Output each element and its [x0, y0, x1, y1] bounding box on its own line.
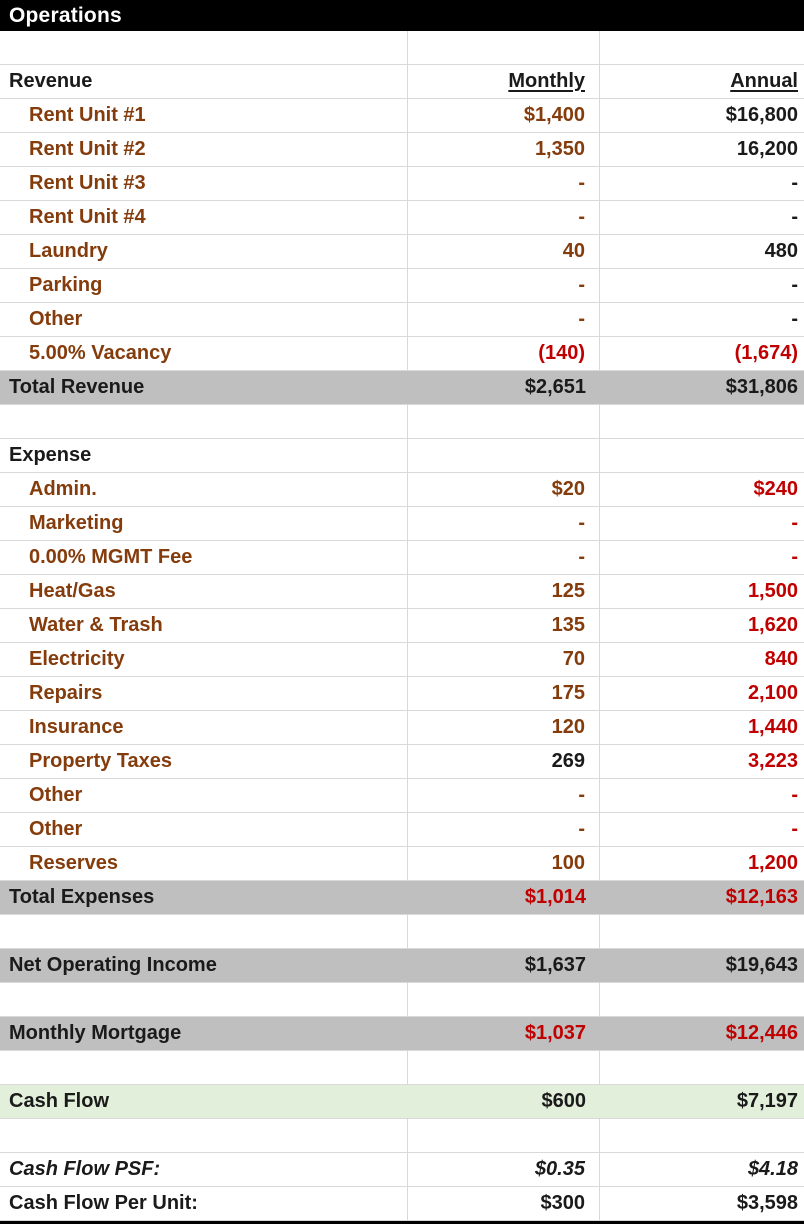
marketing-label-cell[interactable]: Marketing — [0, 507, 408, 540]
reserves-monthly-cell[interactable]: 100 — [408, 847, 600, 880]
cash-flow-per-unit-label-cell[interactable]: Cash Flow Per Unit: — [0, 1187, 408, 1220]
rent-unit-1-label-cell[interactable]: Rent Unit #1 — [0, 99, 408, 132]
spacer-0-annual-cell[interactable] — [600, 31, 804, 64]
other-annual-cell[interactable]: - — [791, 308, 798, 330]
monthly-mortgage-annual-cell[interactable]: $12,446 — [725, 1022, 798, 1044]
cash-flow-psf-label-cell[interactable]: Cash Flow PSF: — [0, 1153, 408, 1186]
row-net-operating-income — [0, 949, 804, 983]
cash-flow-per-unit-annual-cell[interactable]: $3,598 — [736, 1192, 798, 1214]
row-rent-unit-1 — [0, 99, 804, 133]
row-rent-unit-4 — [0, 201, 804, 235]
rent-unit-3-label-cell[interactable]: Rent Unit #3 — [0, 167, 408, 200]
heat-gas-label-cell[interactable]: Heat/Gas — [0, 575, 408, 608]
net-operating-income-annual-cell[interactable]: $19,643 — [725, 954, 798, 976]
spacer-26-monthly-cell[interactable] — [408, 915, 600, 948]
spacer-0-label-cell[interactable] — [0, 31, 408, 64]
net-operating-income-label-cell[interactable]: Net Operating Income — [9, 954, 217, 976]
total-expenses-label-cell[interactable]: Total Expenses — [9, 886, 155, 908]
rent-unit-3-monthly-cell[interactable]: - — [408, 167, 600, 200]
row-monthly-mortgage — [0, 1017, 804, 1051]
electricity-label-cell[interactable]: Electricity — [0, 643, 408, 676]
cash-flow-per-unit-monthly-cell[interactable]: $300 — [408, 1187, 600, 1220]
row-property-taxes — [0, 745, 804, 779]
insurance-label-cell[interactable]: Insurance — [0, 711, 408, 744]
row-total-revenue — [0, 371, 804, 405]
net-operating-income-monthly-cell[interactable]: $1,637 — [524, 954, 586, 976]
spacer-11-label-cell[interactable] — [0, 405, 408, 438]
insurance-monthly-cell[interactable]: 120 — [408, 711, 600, 744]
5-00-vacancy-monthly-cell[interactable]: (140) — [408, 337, 600, 370]
cash-flow-psf-annual-cell[interactable]: $4.18 — [747, 1158, 798, 1180]
row-other — [0, 813, 804, 847]
laundry-label-cell[interactable]: Laundry — [0, 235, 408, 268]
cash-flow-psf-monthly-cell[interactable]: $0.35 — [408, 1153, 600, 1186]
other-monthly-cell[interactable]: - — [408, 303, 600, 336]
row-laundry — [0, 235, 804, 269]
total-revenue-annual-cell[interactable]: $31,806 — [725, 376, 798, 398]
parking-monthly-cell[interactable]: - — [408, 269, 600, 302]
electricity-annual-cell[interactable]: 840 — [764, 648, 798, 670]
rent-unit-2-annual-cell[interactable]: 16,200 — [736, 138, 798, 160]
title-bar — [0, 0, 804, 31]
laundry-monthly-cell[interactable]: 40 — [408, 235, 600, 268]
rent-unit-2-label-cell[interactable]: Rent Unit #2 — [0, 133, 408, 166]
cash-flow-label-cell[interactable]: Cash Flow — [9, 1090, 110, 1112]
admin-annual-cell[interactable]: $240 — [753, 478, 798, 500]
row-other — [0, 303, 804, 337]
row-heat-gas — [0, 575, 804, 609]
electricity-monthly-cell[interactable]: 70 — [408, 643, 600, 676]
reserves-annual-cell[interactable]: 1,200 — [747, 852, 798, 874]
other-label-cell[interactable]: Other — [0, 779, 408, 812]
row-marketing — [0, 507, 804, 541]
0-00-mgmt-fee-annual-cell[interactable]: - — [791, 546, 798, 568]
spacer-28-monthly-cell[interactable] — [408, 983, 600, 1016]
spacer-32-annual-cell[interactable] — [600, 1119, 804, 1152]
revenue-label-cell[interactable]: Revenue — [0, 65, 408, 98]
other-monthly-cell[interactable]: - — [408, 779, 600, 812]
total-revenue-monthly-cell[interactable]: $2,651 — [524, 376, 586, 398]
laundry-annual-cell[interactable]: 480 — [764, 240, 798, 262]
row-admin — [0, 473, 804, 507]
rent-unit-3-annual-cell[interactable]: - — [791, 172, 798, 194]
property-taxes-annual-cell[interactable]: 3,223 — [747, 750, 798, 772]
row-revenue — [0, 65, 804, 99]
spacer-26-annual-cell[interactable] — [600, 915, 804, 948]
spacer-30-monthly-cell[interactable] — [408, 1051, 600, 1084]
cash-flow-annual-cell[interactable]: $7,197 — [736, 1090, 798, 1112]
other-monthly-cell[interactable]: - — [408, 813, 600, 846]
spacer-32-label-cell[interactable] — [0, 1119, 408, 1152]
row-5-00-vacancy — [0, 337, 804, 371]
spacer-32-monthly-cell[interactable] — [408, 1119, 600, 1152]
row-0-00-mgmt-fee — [0, 541, 804, 575]
0-00-mgmt-fee-label-cell[interactable]: 0.00% MGMT Fee — [0, 541, 408, 574]
spacer-11-monthly-cell[interactable] — [408, 405, 600, 438]
admin-label-cell[interactable]: Admin. — [0, 473, 408, 506]
total-expenses-annual-cell[interactable]: $12,163 — [725, 886, 798, 908]
operations-table — [0, 31, 804, 1221]
row-expense — [0, 439, 804, 473]
other-label-cell[interactable]: Other — [0, 303, 408, 336]
revenue-monthly-cell[interactable]: Monthly — [408, 65, 600, 98]
spacer-30-annual-cell[interactable] — [600, 1051, 804, 1084]
repairs-monthly-cell[interactable]: 175 — [408, 677, 600, 710]
rent-unit-1-monthly-cell[interactable]: $1,400 — [408, 99, 600, 132]
spacer-28-annual-cell[interactable] — [600, 983, 804, 1016]
row-spacer-0 — [0, 31, 804, 65]
0-00-mgmt-fee-monthly-cell[interactable]: - — [408, 541, 600, 574]
repairs-annual-cell[interactable]: 2,100 — [747, 682, 798, 704]
revenue-annual-cell[interactable]: Annual — [730, 70, 798, 92]
rent-unit-1-annual-cell[interactable]: $16,800 — [725, 104, 798, 126]
monthly-mortgage-monthly-cell[interactable]: $1,037 — [524, 1022, 586, 1044]
row-repairs — [0, 677, 804, 711]
parking-annual-cell[interactable]: - — [791, 274, 798, 296]
row-insurance — [0, 711, 804, 745]
monthly-mortgage-label-cell[interactable]: Monthly Mortgage — [9, 1022, 182, 1044]
expense-annual-cell[interactable] — [600, 439, 804, 472]
expense-label-cell[interactable]: Expense — [0, 439, 408, 472]
row-spacer-11 — [0, 405, 804, 439]
row-spacer-28 — [0, 983, 804, 1017]
heat-gas-monthly-cell[interactable]: 125 — [408, 575, 600, 608]
rent-unit-4-label-cell[interactable]: Rent Unit #4 — [0, 201, 408, 234]
row-electricity — [0, 643, 804, 677]
rent-unit-4-monthly-cell[interactable]: - — [408, 201, 600, 234]
row-parking — [0, 269, 804, 303]
reserves-label-cell[interactable]: Reserves — [0, 847, 408, 880]
row-cash-flow-psf — [0, 1153, 804, 1187]
marketing-monthly-cell[interactable]: - — [408, 507, 600, 540]
row-water-trash — [0, 609, 804, 643]
expense-monthly-cell[interactable] — [408, 439, 600, 472]
row-total-expenses — [0, 881, 804, 915]
other-label-cell[interactable]: Other — [0, 813, 408, 846]
row-spacer-26 — [0, 915, 804, 949]
marketing-annual-cell[interactable]: - — [791, 512, 798, 534]
heat-gas-annual-cell[interactable]: 1,500 — [747, 580, 798, 602]
spacer-11-annual-cell[interactable] — [600, 405, 804, 438]
repairs-label-cell[interactable]: Repairs — [0, 677, 408, 710]
water-trash-label-cell[interactable]: Water & Trash — [0, 609, 408, 642]
row-cash-flow-per-unit — [0, 1187, 804, 1221]
water-trash-annual-cell[interactable]: 1,620 — [747, 614, 798, 636]
parking-label-cell[interactable]: Parking — [0, 269, 408, 302]
row-spacer-32 — [0, 1119, 804, 1153]
total-revenue-label-cell[interactable]: Total Revenue — [9, 376, 145, 398]
other-annual-cell[interactable]: - — [791, 818, 798, 840]
spacer-28-label-cell[interactable] — [0, 983, 408, 1016]
property-taxes-monthly-cell[interactable]: 269 — [408, 745, 600, 778]
spacer-30-label-cell[interactable] — [0, 1051, 408, 1084]
row-other — [0, 779, 804, 813]
row-spacer-30 — [0, 1051, 804, 1085]
total-expenses-monthly-cell[interactable]: $1,014 — [524, 886, 586, 908]
property-taxes-label-cell[interactable]: Property Taxes — [0, 745, 408, 778]
insurance-annual-cell[interactable]: 1,440 — [747, 716, 798, 738]
row-reserves — [0, 847, 804, 881]
other-annual-cell[interactable]: - — [791, 784, 798, 806]
spacer-0-monthly-cell[interactable] — [408, 31, 600, 64]
5-00-vacancy-annual-cell[interactable]: (1,674) — [734, 342, 798, 364]
5-00-vacancy-label-cell[interactable]: 5.00% Vacancy — [0, 337, 408, 370]
row-cash-flow — [0, 1085, 804, 1119]
page-title: Operations — [9, 3, 122, 27]
water-trash-monthly-cell[interactable]: 135 — [408, 609, 600, 642]
spacer-26-label-cell[interactable] — [0, 915, 408, 948]
row-rent-unit-3 — [0, 167, 804, 201]
cash-flow-monthly-cell[interactable]: $600 — [541, 1090, 586, 1112]
admin-monthly-cell[interactable]: $20 — [408, 473, 600, 506]
rent-unit-4-annual-cell[interactable]: - — [791, 206, 798, 228]
rent-unit-2-monthly-cell[interactable]: 1,350 — [408, 133, 600, 166]
row-rent-unit-2 — [0, 133, 804, 167]
